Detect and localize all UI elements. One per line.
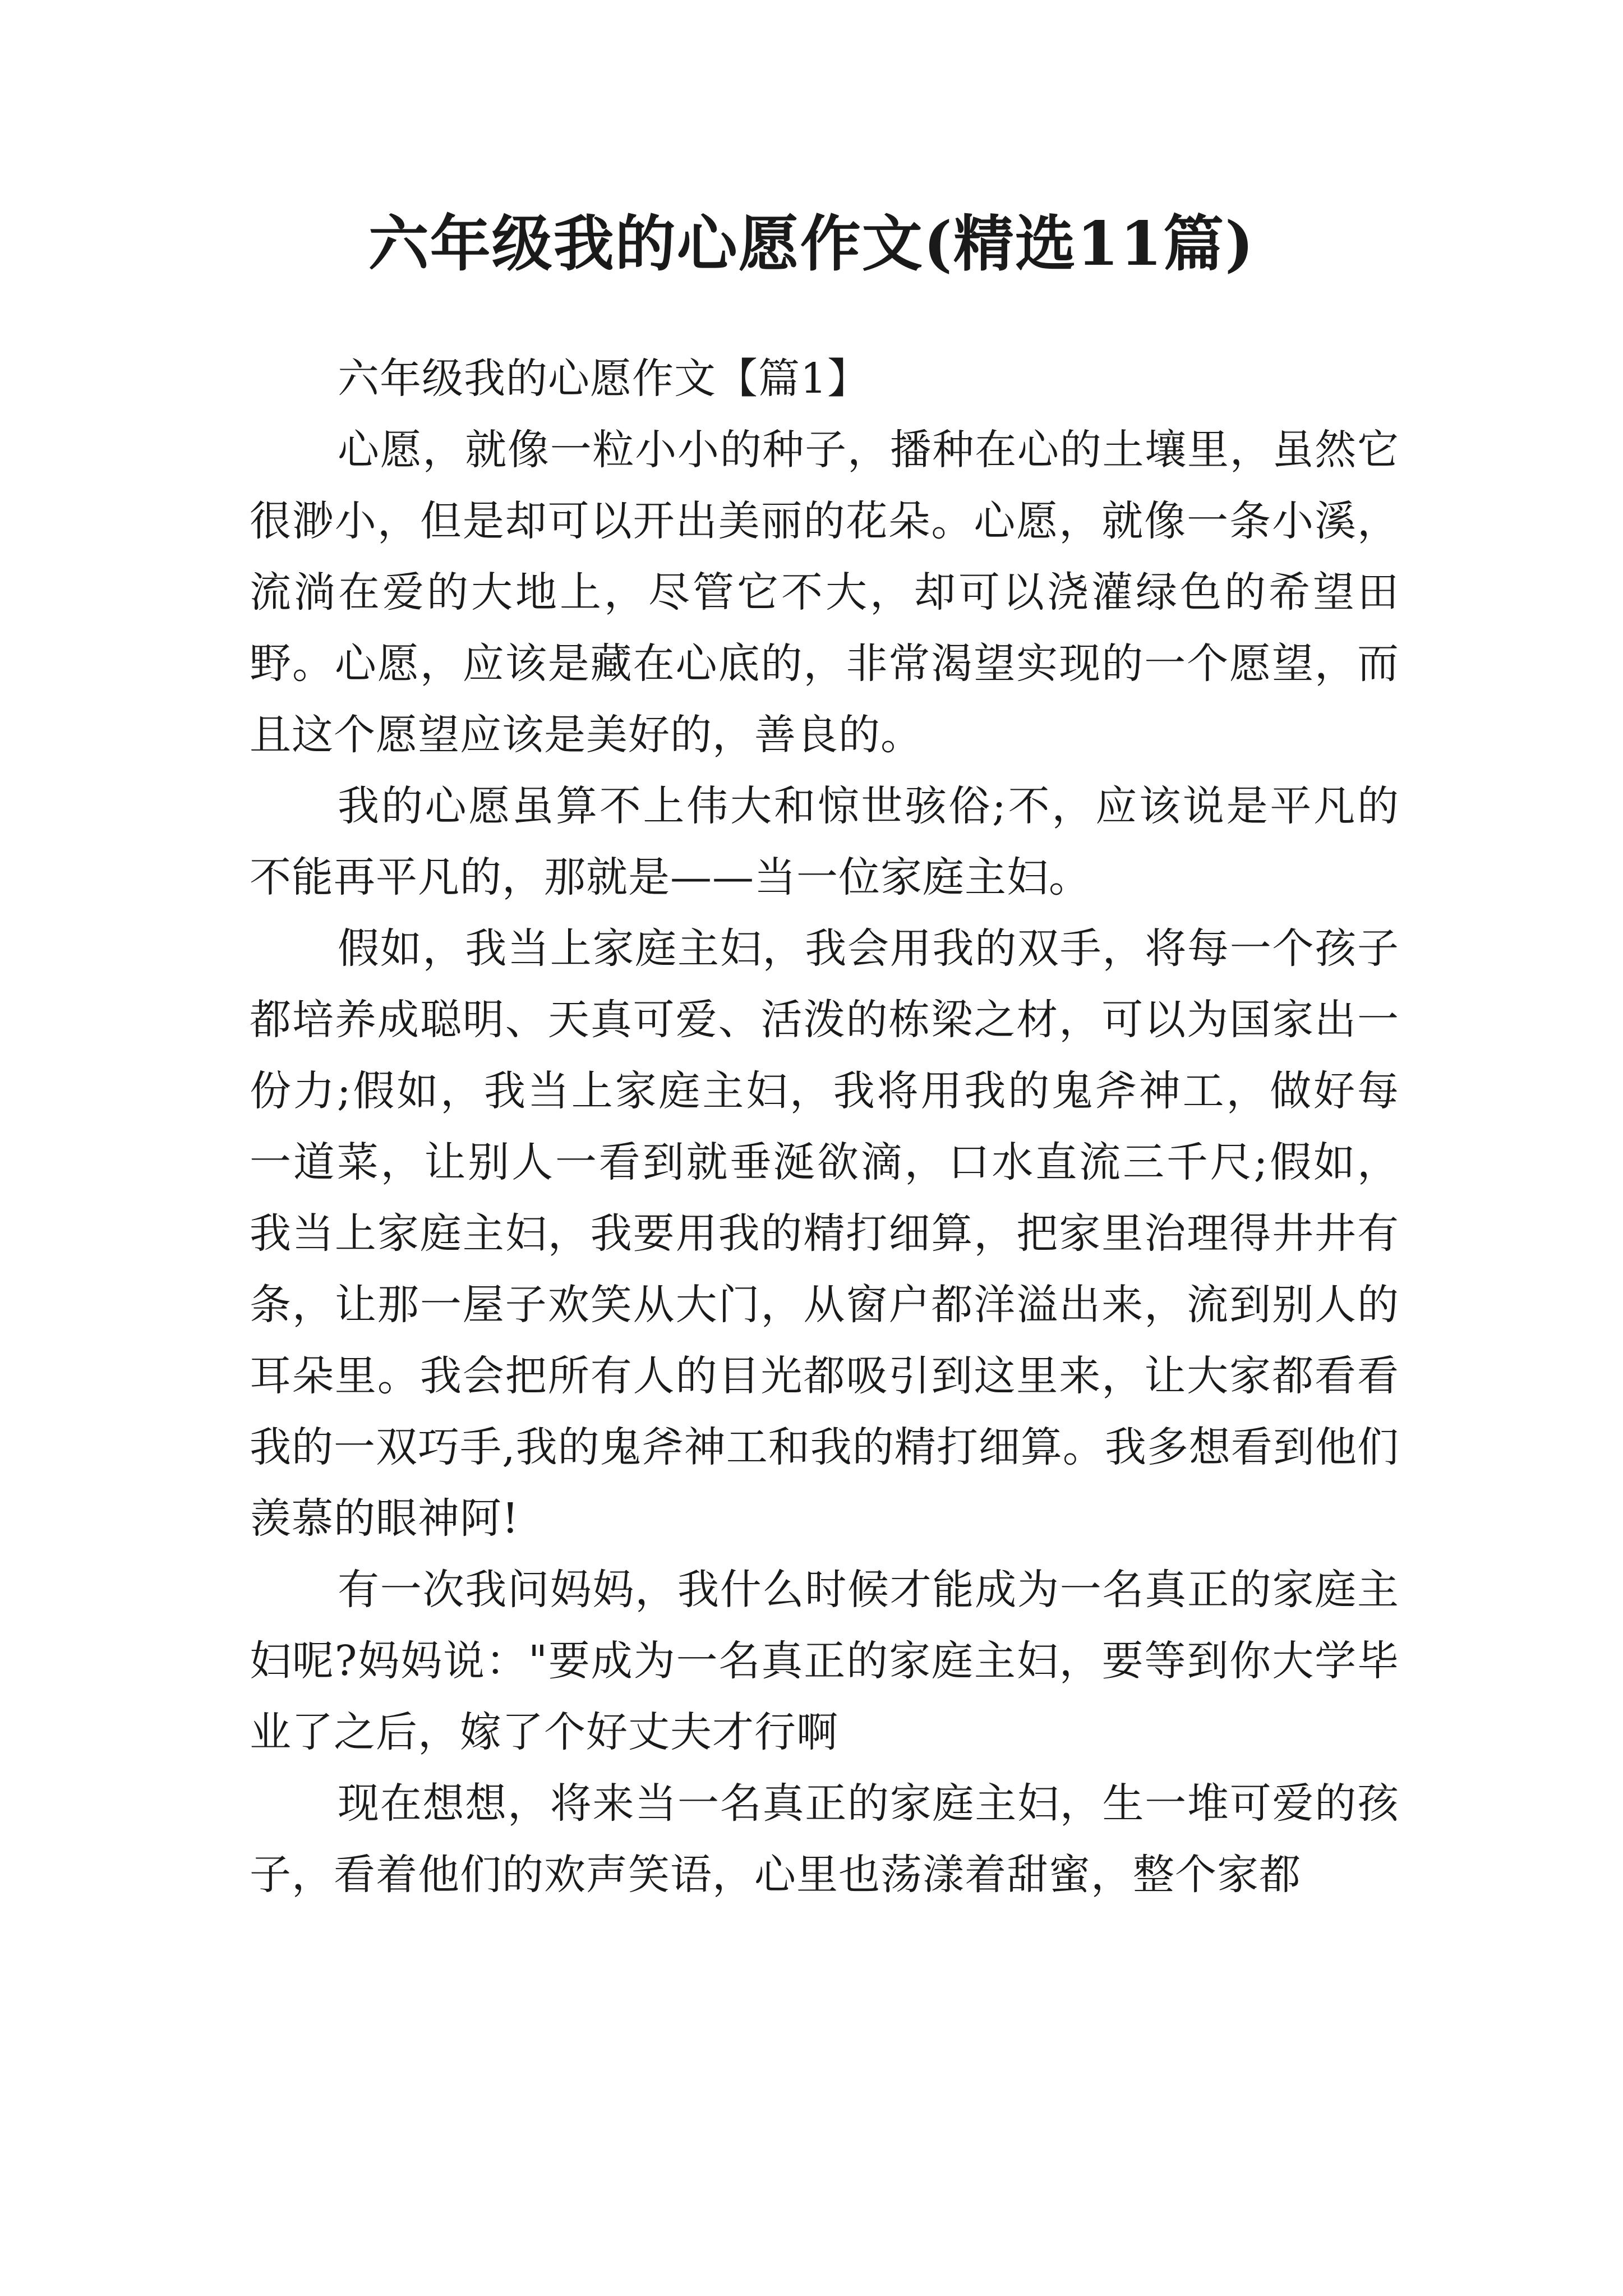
paragraph: 假如，我当上家庭主妇，我会用我的双手，将每一个孩子都培养成聪明、天真可爱、活泼的栋梁之材，可以为国家出一份力;假如，我当上家庭主妇，我将用我的鬼斧神工，做好每一道菜，让别人一看到就垂涎欲滴，口水直流三千尺;假如，我当上家庭主妇，我要用我的精打细算，把家里治理得井井有条，让那一屋子欢笑从大门，从窗户都洋溢出来，流到别人的耳朵里。我会把所有人的目光都吸引到这里来，让大家都看看我的一双巧手,我的鬼斧神工和我的精打细算。我多想看到他们羡慕的眼神阿! [250,924,1399,1543]
paragraph: 有一次我问妈妈，我什么时候才能成为一名真正的家庭主妇呢?妈妈说："要成为一名真正的家庭主妇，要等到你大学毕业了之后，嫁了个好丈夫才行啊 [250,1566,1399,1756]
document-title: 六年级我的心愿作文(精选11篇) [368,209,1255,279]
paragraph: 心愿，就像一粒小小的种子，播种在心的土壤里，虽然它很渺小，但是却可以开出美丽的花朵。心愿，就像一条小溪，流淌在爱的大地上，尽管它不大，却可以浇灌绿色的希望田野。心愿，应该是藏在心底的，非常渴望实现的一个愿望，而且这个愿望应该是美好的，善良的。 [250,426,1399,759]
paragraph: 我的心愿虽算不上伟大和惊世骇俗;不，应该说是平凡的不能再平凡的，那就是——当一位家庭主妇。 [250,782,1399,901]
document-body [250,343,1399,1911]
section-heading: 六年级我的心愿作文【篇1】 [338,355,870,403]
paragraph: 现在想想，将来当一名真正的家庭主妇，生一堆可爱的孩子，看着他们的欢声笑语，心里也荡漾着甜蜜，整个家都 [250,1779,1399,1899]
